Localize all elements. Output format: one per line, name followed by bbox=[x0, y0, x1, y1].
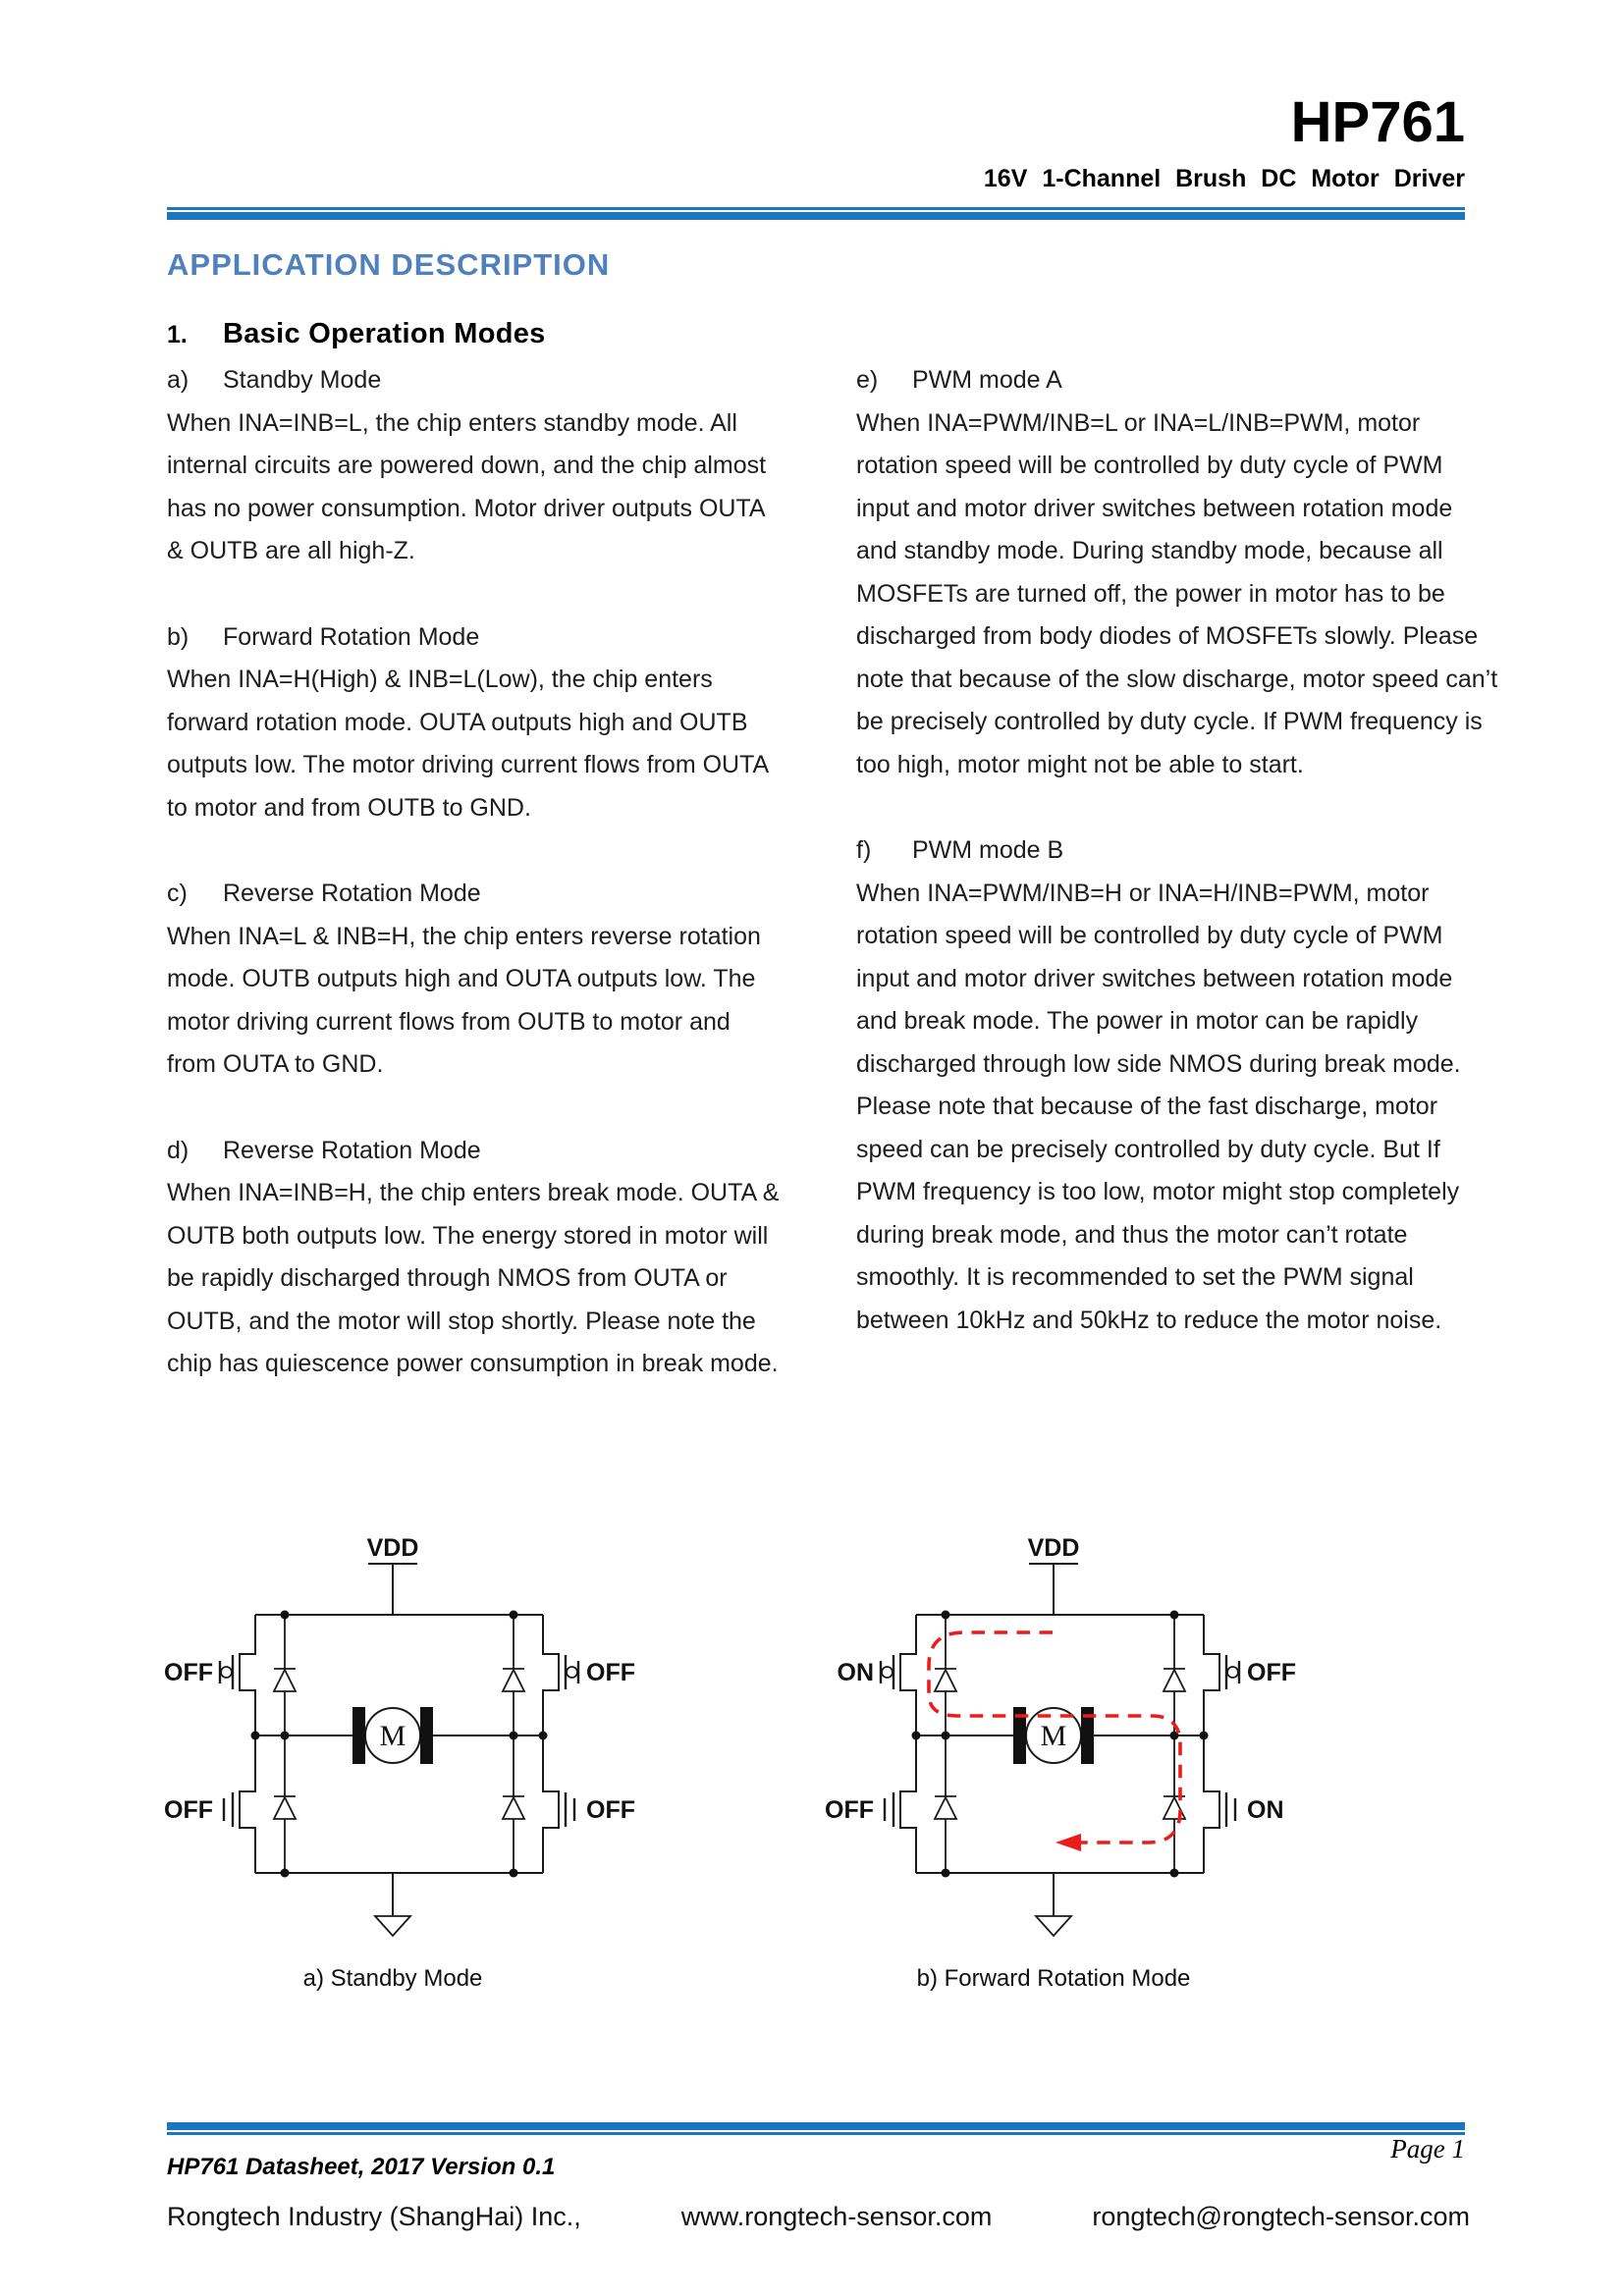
mode-f-pwm-b bbox=[856, 829, 1499, 1342]
footer-rule bbox=[167, 2122, 1465, 2135]
mode-label: d) bbox=[167, 1136, 189, 1164]
nmos-bottom-left-icon bbox=[240, 1735, 255, 1873]
part-subtitle: 16V 1-Channel Brush DC Motor Driver bbox=[983, 165, 1465, 192]
part-number: HP761 bbox=[1290, 90, 1465, 154]
mode-body: When INA=INB=H, the chip enters break mode. OUTA & OUTB both outputs low. The energy stored in motor will be rapidly discharged through NMOS from OUTA or OUTB, and the motor will stop shortly. Please note the chip has quiescence power consumption in break mode. bbox=[167, 1179, 780, 1377]
vdd-label: VDD bbox=[1027, 1534, 1080, 1562]
header-rule bbox=[167, 207, 1465, 220]
mode-body: When INA=INB=L, the chip enters standby mode. All internal circuits are powered down, and the chip almost has no power consumption. Motor driver outputs OUTA & OUTB are all high-Z. bbox=[167, 408, 767, 564]
diagram-caption: a) Standby Mode bbox=[302, 1965, 483, 1992]
mode-title: PWM mode B bbox=[912, 836, 1064, 864]
state-bottom-right: ON bbox=[1247, 1796, 1284, 1824]
mode-heading bbox=[167, 1130, 781, 1173]
body-diode-top-right bbox=[503, 1615, 524, 1735]
company-row bbox=[167, 2202, 1470, 2232]
state-top-right: OFF bbox=[586, 1659, 635, 1686]
body-diode-bottom-right bbox=[503, 1735, 524, 1873]
diagram-caption: b) Forward Rotation Mode bbox=[916, 1965, 1191, 1992]
company-email: rongtech@rongtech-sensor.com bbox=[1092, 2202, 1470, 2231]
section-title: Basic Operation Modes bbox=[223, 318, 546, 349]
mode-label: a) bbox=[167, 366, 189, 394]
nmos-bottom-right-icon bbox=[1204, 1735, 1219, 1873]
footer-rule-thick bbox=[167, 2122, 1465, 2130]
ground-icon bbox=[1036, 1916, 1071, 1936]
body-diode-top-left bbox=[274, 1615, 296, 1735]
body-diode-top-right bbox=[1164, 1615, 1185, 1735]
mode-heading bbox=[167, 873, 781, 916]
mode-b-forward-rotation bbox=[167, 616, 781, 830]
pmos-top-left-icon bbox=[240, 1615, 255, 1735]
gate-top-right bbox=[1226, 1655, 1239, 1689]
current-arrow-icon bbox=[1056, 1834, 1081, 1851]
footer-rule-thin bbox=[167, 2132, 1465, 2135]
gate-bottom-left bbox=[224, 1792, 233, 1827]
gate-top-left bbox=[881, 1655, 893, 1689]
mode-body: When INA=PWM/INB=H or INA=H/INB=PWM, motor rotation speed will be controlled by duty cycle of PWM input and motor driver switches between rotation mode and break mode. The power in motor can be rapidly discharged through low side NMOS during break mode. Please note that because of the fast discharge, motor speed can be precisely controlled by duty cycle. But If PWM frequency is too low, motor might stop completely during break mode, and thus the motor can’t rotate smoothly. It is recommended to set the PWM signal between 10kHz and 50kHz to reduce the motor noise. bbox=[856, 879, 1461, 1334]
mode-title: Standby Mode bbox=[223, 366, 382, 394]
mode-title: PWM mode A bbox=[912, 366, 1062, 394]
header-rule-thin bbox=[167, 207, 1465, 210]
pmos-top-right-icon bbox=[1204, 1615, 1219, 1735]
section-heading bbox=[167, 318, 546, 350]
body-diode-bottom-right bbox=[1164, 1735, 1185, 1873]
nmos-bottom-left-icon bbox=[900, 1735, 916, 1873]
pmos-top-left-icon bbox=[900, 1615, 916, 1735]
ground-icon bbox=[375, 1916, 410, 1936]
state-bottom-left: OFF bbox=[825, 1796, 874, 1824]
body-diode-bottom-left bbox=[935, 1735, 956, 1873]
mode-heading bbox=[856, 359, 1499, 402]
mode-body: When INA=PWM/INB=L or INA=L/INB=PWM, motor rotation speed will be controlled by duty cycle of PWM input and motor driver switches between rotation mode and standby mode. During standby mode, because all MOSFETs are turned off, the power in motor has to be discharged from body diodes of MOSFETs slowly. Please note that because of the slow discharge, motor speed can’t be precisely controlled by duty cycle. If PWM frequency is too high, motor might not be able to start. bbox=[856, 408, 1498, 778]
gate-top-right bbox=[566, 1655, 578, 1689]
page-number: Page 1 bbox=[1390, 2134, 1465, 2163]
state-bottom-right: OFF bbox=[586, 1796, 635, 1824]
vdd-label: VDD bbox=[366, 1534, 419, 1562]
body-diode-bottom-left bbox=[274, 1735, 296, 1873]
motor-label: M bbox=[1040, 1720, 1067, 1752]
page-title: APPLICATION DESCRIPTION bbox=[167, 247, 611, 282]
gate-bottom-left bbox=[885, 1792, 893, 1827]
state-bottom-left: OFF bbox=[164, 1796, 213, 1824]
motor-label: M bbox=[379, 1720, 406, 1752]
diagram-forward-rotation-mode bbox=[803, 1517, 1314, 2027]
company-name: Rongtech Industry (ShangHai) Inc., bbox=[167, 2202, 581, 2231]
mode-title: Forward Rotation Mode bbox=[223, 622, 480, 651]
state-top-left: ON bbox=[837, 1659, 874, 1686]
mode-label: f) bbox=[856, 836, 872, 864]
pmos-top-right-icon bbox=[543, 1615, 559, 1735]
right-column bbox=[856, 359, 1499, 1342]
mode-heading bbox=[856, 829, 1499, 873]
state-top-right: OFF bbox=[1247, 1659, 1296, 1686]
mode-title: Reverse Rotation Mode bbox=[223, 880, 481, 907]
gate-bottom-right bbox=[566, 1792, 574, 1827]
state-top-left: OFF bbox=[164, 1659, 213, 1686]
mode-label: b) bbox=[167, 622, 189, 651]
mode-title: Reverse Rotation Mode bbox=[223, 1136, 481, 1164]
h-bridge-circuit bbox=[164, 1534, 635, 1936]
mode-body: When INA=H(High) & INB=L(Low), the chip enters forward rotation mode. OUTA outputs high and OUTB outputs low. The motor driving current flows from OUTA to motor and from OUTB to GND. bbox=[167, 666, 768, 822]
mode-heading bbox=[167, 616, 781, 660]
mode-heading bbox=[167, 359, 781, 402]
mode-e-pwm-a bbox=[856, 359, 1499, 786]
mode-label: e) bbox=[856, 366, 879, 394]
h-bridge-circuit bbox=[825, 1534, 1296, 1936]
mode-d-break bbox=[167, 1130, 781, 1386]
gate-top-left bbox=[220, 1655, 233, 1689]
company-website: www.rongtech-sensor.com bbox=[680, 2202, 993, 2231]
gate-bottom-right bbox=[1226, 1792, 1235, 1827]
diagram-standby-mode bbox=[142, 1517, 653, 2027]
mode-c-reverse-rotation bbox=[167, 873, 781, 1087]
section-number: 1. bbox=[167, 321, 188, 348]
mode-body: When INA=L & INB=H, the chip enters reverse rotation mode. OUTB outputs high and OUTA outputs low. The motor driving current flows from OUTB to motor and from OUTA to GND. bbox=[167, 922, 761, 1078]
motor-symbol bbox=[352, 1707, 433, 1764]
mode-a-standby bbox=[167, 359, 781, 573]
mode-label: c) bbox=[167, 880, 188, 907]
nmos-bottom-right-icon bbox=[543, 1735, 559, 1873]
datasheet-version: HP761 Datasheet, 2017 Version 0.1 bbox=[167, 2154, 556, 2180]
header-rule-thick bbox=[167, 212, 1465, 220]
left-column bbox=[167, 359, 781, 1386]
